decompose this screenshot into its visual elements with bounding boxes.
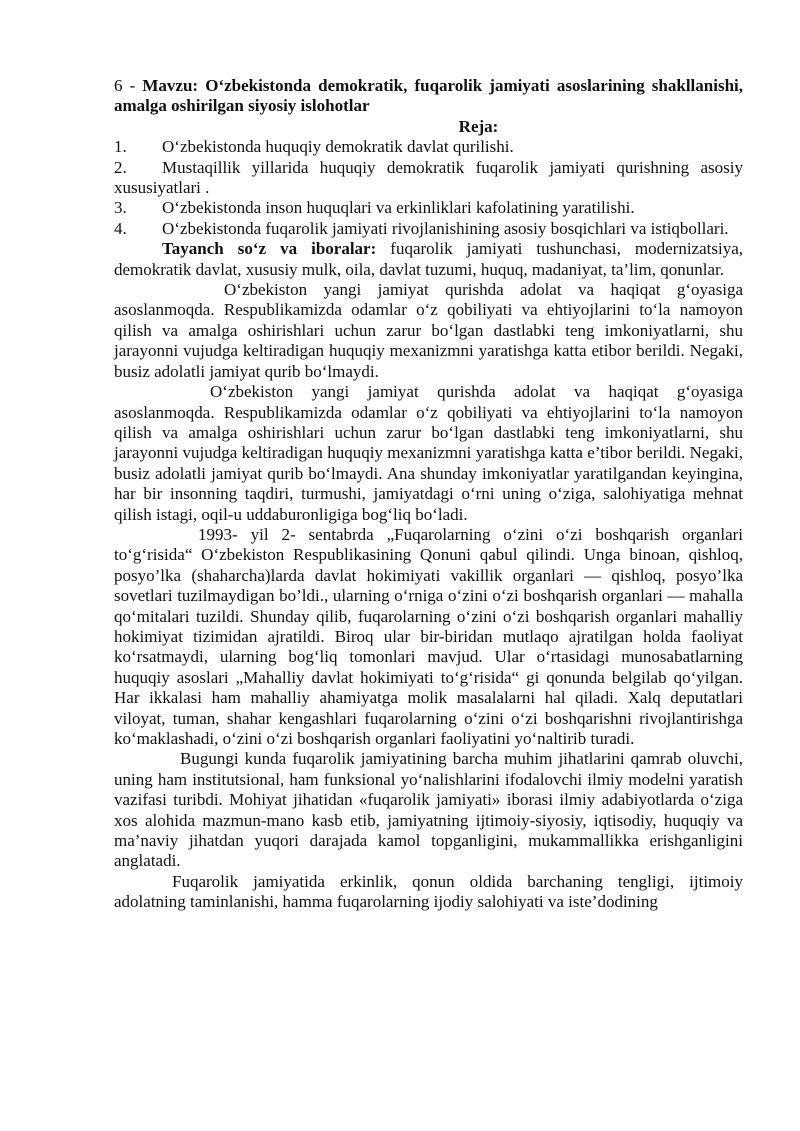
- plan-item-number: 2.: [114, 157, 127, 177]
- plan-item-1: [114, 137, 743, 157]
- plan-item-text: Mustaqillik yillarida huquqiy demokratik fuqarolik jamiyati qurishning asosiy xususiyatlari .: [114, 157, 743, 198]
- keywords-text: fuqarolik jamiyati tushunchasi, modernizatsiya, demokratik davlat, xususiy mulk, oila, davlat tuzumi, huquq, madaniyat, ta’lim, qonunlar.: [114, 239, 744, 279]
- plan-heading: Reja:: [458, 116, 499, 136]
- plan-item-number: 4.: [114, 218, 127, 238]
- body-paragraph-3: 1993- yil 2- sentabrda „Fuqarolarning o‘zini o‘zi boshqarish organlari to‘g‘risida“ O‘zbekiston Respublikasining Qonuni qabul qilindi. Unga binoan, qishloq, posyo’lka (shaharcha)larda davlat hokimiyati vakillik organlari — qishloq, posyo’lka sovetlari tuzilmaydigan bo’ldi., ularning o‘rniga o‘zini o‘zi boshqarish organlari — mahalla qo‘mitalari tuzildi. Shunday qilib, fuqarolarning o‘zini o‘zi boshqarish organlari mahalliy hokimiyat tizimidan ajratildi. Biroq ular bir-biridan mutlaqo ajratilgan holda faoliyat ko‘rsatmaydi, ularning bog‘liq tomonlari mavjud. Ular o‘rtasidagi munosabatlarning huquqiy asoslari „Mahalliy davlat hokimiyati to‘g‘risida“ gi qonunda belgilab qo‘yilgan. Har ikkalasi ham mahalliy ahamiyatga molik masalalarni hal qiladi. Xalq deputatlari viloyat, tuman, shahar kengashlari fuqarolarning o‘zini o‘zi boshqarishni rivojlantirishga ko‘maklashadi, o‘zini o‘zi boshqarish organlari faoliyatini yo‘naltirib turadi.: [114, 524, 743, 748]
- plan-item-text: O‘zbekistonda inson huquqlari va erkinliklari kafolatining yaratilishi.: [162, 198, 635, 218]
- topic-number: 6 -: [114, 76, 143, 95]
- keywords-paragraph: [114, 239, 743, 280]
- plan-item-text: O‘zbekistonda huquqiy demokratik davlat qurilishi.: [162, 137, 514, 157]
- topic-title: [114, 76, 743, 117]
- body-paragraph-5: Fuqarolik jamiyatida erkinlik, qonun oldida barchaning tengligi, ijtimoiy adolatning taminlanishi, hamma fuqarolarning ijodiy salohiyati va iste’dodining: [114, 871, 743, 912]
- body-paragraph-4: Bugungi kunda fuqarolik jamiyatining barcha muhim jihatlarini qamrab oluvchi, uning ham institutsional, ham funksional yo‘nalishlarini ifodalovchi ilmiy modelni yaratish vazifasi turibdi. Mohiyat jihatidan «fuqarolik jamiyati» iborasi ilmiy adabiyotlarda o‘ziga xos alohida mazmun-mano kasb etib, jamiyatning ijtimoiy-siyosiy, iqtisodiy, huquqiy va ma’naviy jihatdan yuqori darajada kamol topganligini, mukammallikka erishganligini anglatadi.: [114, 749, 743, 871]
- plan-item-2: [114, 158, 743, 199]
- body-paragraph-1: O‘zbekiston yangi jamiyat qurishda adolat va haqiqat g‘oyasiga asoslanmoqda. Respublikamizda odamlar o‘z qobiliyati va ehtiyojlarini to‘la namoyon qilish va amalga oshirishlari uchun zarur bo‘lgan dastlabki teng imkoniyatlarni, shu jarayonni vujudga keltiradigan huquqiy mexanizmni yaratishga katta etibor berildi. Negaki, busiz adolatli jamiyat qurib bo‘lmaydi.: [114, 280, 743, 381]
- topic-title-text: Mavzu: O‘zbekistonda demokratik, fuqarolik jamiyati asoslarining shakllanishi, amalga oshirilgan siyosiy islohotlar: [114, 76, 743, 116]
- plan-item-number: 3.: [114, 198, 127, 218]
- plan-item-number: 1.: [114, 137, 127, 157]
- body-paragraph-2: O‘zbekiston yangi jamiyat qurishda adolat va haqiqat g‘oyasiga asoslanmoqda. Respublikamizda odamlar o‘z qobiliyati va ehtiyojlarini to‘la namoyon qilish va amalga oshirishlari uchun zarur bo‘lgan dastlabki teng imkoniyatlarni, shu jarayonni vujudga keltiradigan huquqiy mexanizmni yaratishga katta e’tibor berildi. Negaki, busiz adolatli jamiyat qurib bo‘lmaydi. Ana shunday imkoniyatlar yaratilgandan keyingina, har bir insonning taqdiri, turmushi, jamiyatdagi o‘rni uning o‘ziga, salohiyatiga mehnat qilish istagi, oqil-u uddaburonligiga bog‘liq bo‘ladi.: [114, 382, 743, 524]
- plan-item-4: [114, 219, 743, 239]
- keywords-label: Tayanch so‘z va iboralar:: [162, 239, 377, 259]
- plan-item-3: [114, 198, 743, 218]
- plan-item-text: O‘zbekistonda fuqarolik jamiyati rivojlanishining asosiy bosqichlari va istiqbollari.: [162, 218, 729, 238]
